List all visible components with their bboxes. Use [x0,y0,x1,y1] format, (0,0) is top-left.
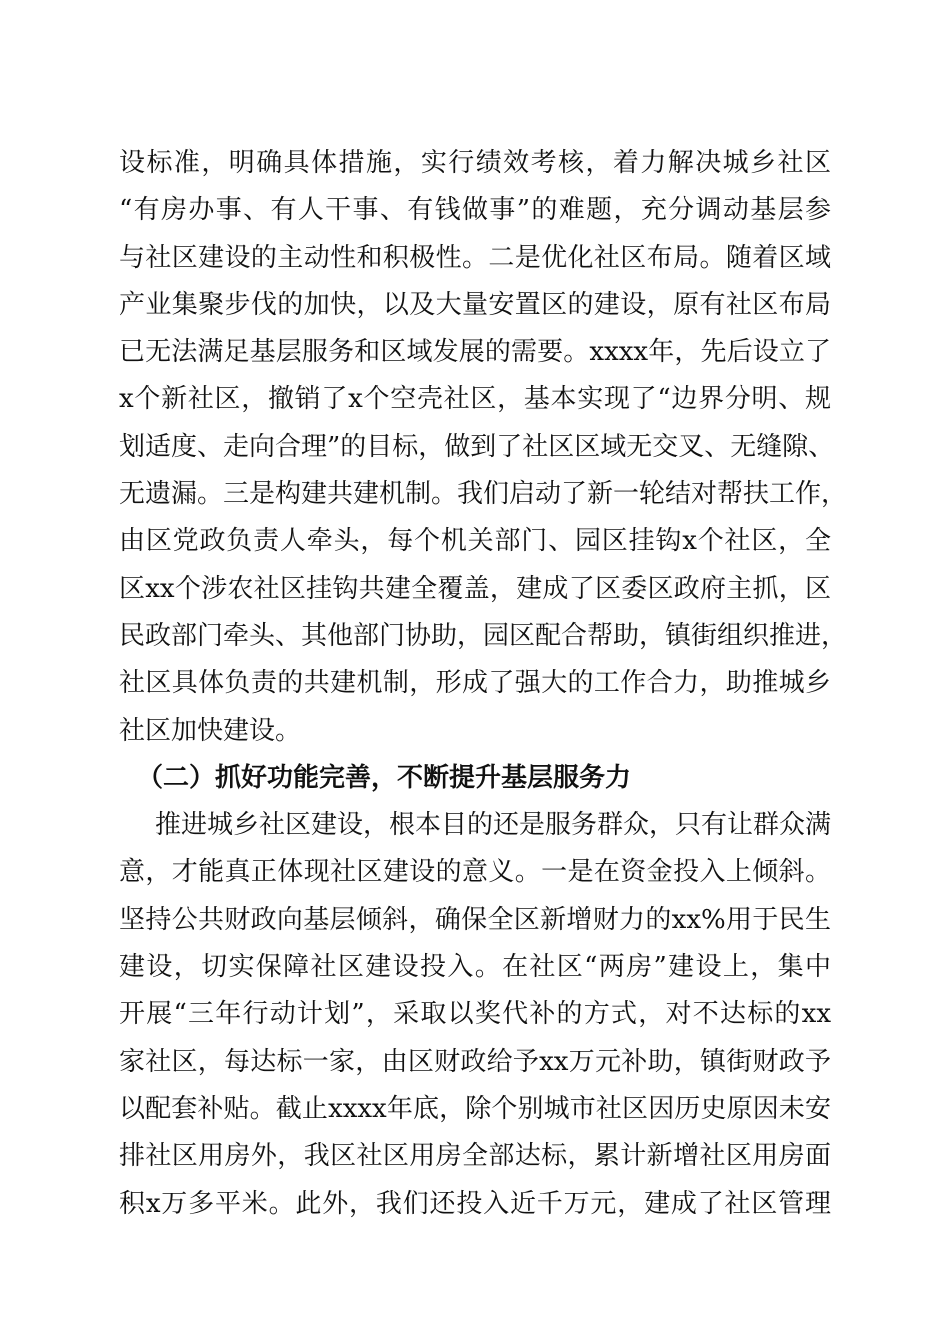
section-heading: （二）抓好功能完善，不断提升基层服务力 [137,762,632,793]
paragraph-line: 家社区，每达标一家，由区财政给予xx万元补助，镇街财政予 [119,1046,831,1077]
paragraph-line: 已无法满足基层服务和区域发展的需要。xxxx年，先后设立了 [119,337,831,368]
paragraph-line: 社区具体负责的共建机制，形成了强大的工作合力，助推城乡 [119,668,831,699]
paragraph-line: 社区加快建设。 [119,715,302,746]
paragraph-line: 与社区建设的主动性和积极性。二是优化社区布局。随着区域 [119,242,831,273]
paragraph-line: 排社区用房外，我区社区用房全部达标，累计新增社区用房面 [119,1141,831,1172]
paragraph-line: 区xx个涉农社区挂钩共建全覆盖，建成了区委区政府主抓，区 [119,573,831,604]
paragraph-line: 民政部门牵头、其他部门协助，园区配合帮助，镇街组织推进， [119,620,848,651]
paragraph-line: x个新社区，撤销了x个空壳社区，基本实现了“边界分明、规 [119,384,831,415]
paragraph-line: 坚持公共财政向基层倾斜，确保全区新增财力的xx%用于民生 [119,904,831,935]
paragraph-line: 开展“三年行动计划”，采取以奖代补的方式，对不达标的xx [119,999,831,1030]
paragraph-line: 积x万多平米。此外，我们还投入近千万元，建成了社区管理 [119,1188,831,1219]
paragraph-line: 划适度、走向合理”的目标，做到了社区区域无交叉、无缝隙、 [119,431,835,462]
paragraph-line: “有房办事、有人干事、有钱做事”的难题，充分调动基层参 [119,195,831,226]
paragraph-line: 无遗漏。三是构建共建机制。我们启动了新一轮结对帮扶工作， [119,479,848,510]
paragraph-line: 设标准，明确具体措施，实行绩效考核，着力解决城乡社区 [119,148,831,178]
body-text [119,140,848,1228]
paragraph-line: 以配套补贴。截止xxxx年底，除个别城市社区因历史原因未安 [119,1093,831,1124]
paragraph-line: 推进城乡社区建设，根本目的还是服务群众，只有让群众满 [155,810,832,841]
paragraph-line: 产业集聚步伐的加快，以及大量安置区的建设，原有社区布局 [119,289,831,320]
paragraph-line: 建设，切实保障社区建设投入。在社区“两房”建设上，集中 [119,952,831,983]
paragraph-line: 意，才能真正体现社区建设的意义。一是在资金投入上倾斜。 [119,857,831,888]
paragraph-line: 由区党政负责人牵头，每个机关部门、园区挂钩x个社区，全 [119,526,831,557]
